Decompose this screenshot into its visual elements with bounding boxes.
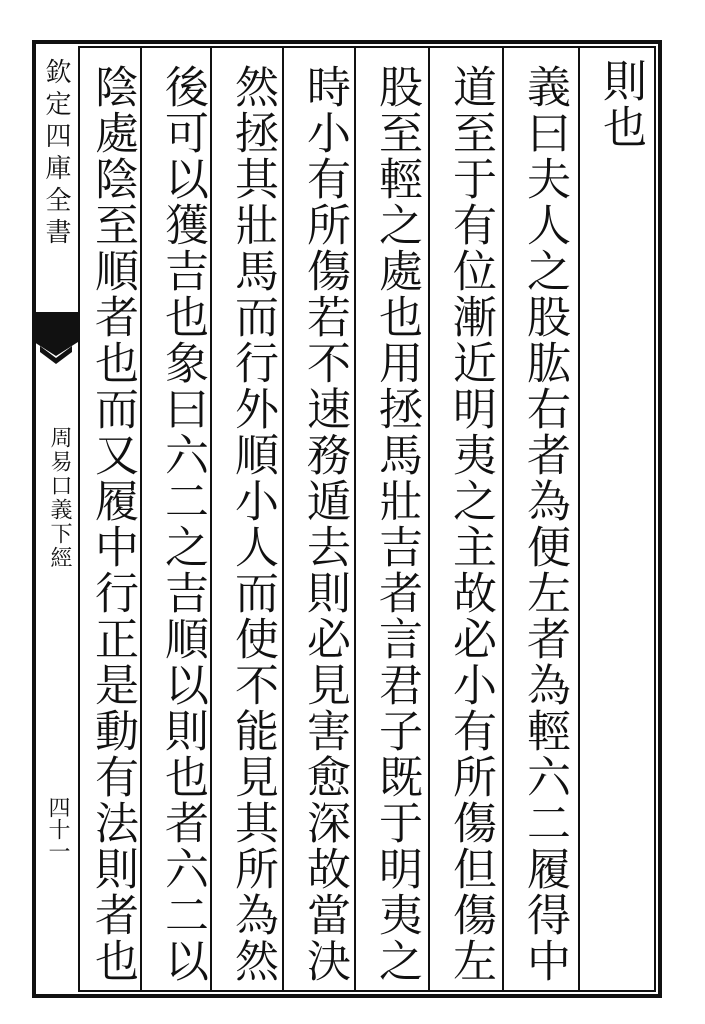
text-column-7: 後可以獲吉也象曰六二之吉順以則也者六二以 bbox=[157, 64, 208, 984]
text-column-5: 時小有所傷若不速務遁去則必見害愈深故當決 bbox=[299, 64, 350, 984]
text-column-4: 股至輕之處也用拯馬壯吉者言君子既于明夷之 bbox=[371, 64, 422, 984]
column-rule bbox=[210, 46, 212, 992]
column-rule bbox=[282, 46, 284, 992]
text-column-6: 然拯其壯馬而行外順小人而使不能見其所為然 bbox=[227, 64, 278, 984]
text-column-8: 陰處陰至順者也而又履中行正是動有法則者也 bbox=[87, 64, 138, 984]
book-title: 欽定四庫全書 bbox=[41, 58, 71, 250]
fishtail-mark-icon bbox=[34, 312, 78, 382]
text-column-1: 則也 bbox=[595, 58, 646, 150]
column-rule bbox=[354, 46, 356, 992]
margin-column bbox=[34, 44, 78, 996]
column-rule bbox=[428, 46, 430, 992]
text-column-2: 義曰夫人之股肱右者為便左者為輕六二履得中 bbox=[519, 64, 570, 984]
column-rule bbox=[578, 46, 580, 992]
page-number: 四十一 bbox=[45, 796, 70, 862]
text-column-3: 道至于有位漸近明夷之主故必小有所傷但傷左 bbox=[445, 64, 496, 984]
column-rule bbox=[140, 46, 142, 992]
column-rule bbox=[502, 46, 504, 992]
chapter-title: 周易口義下經 bbox=[47, 426, 72, 570]
